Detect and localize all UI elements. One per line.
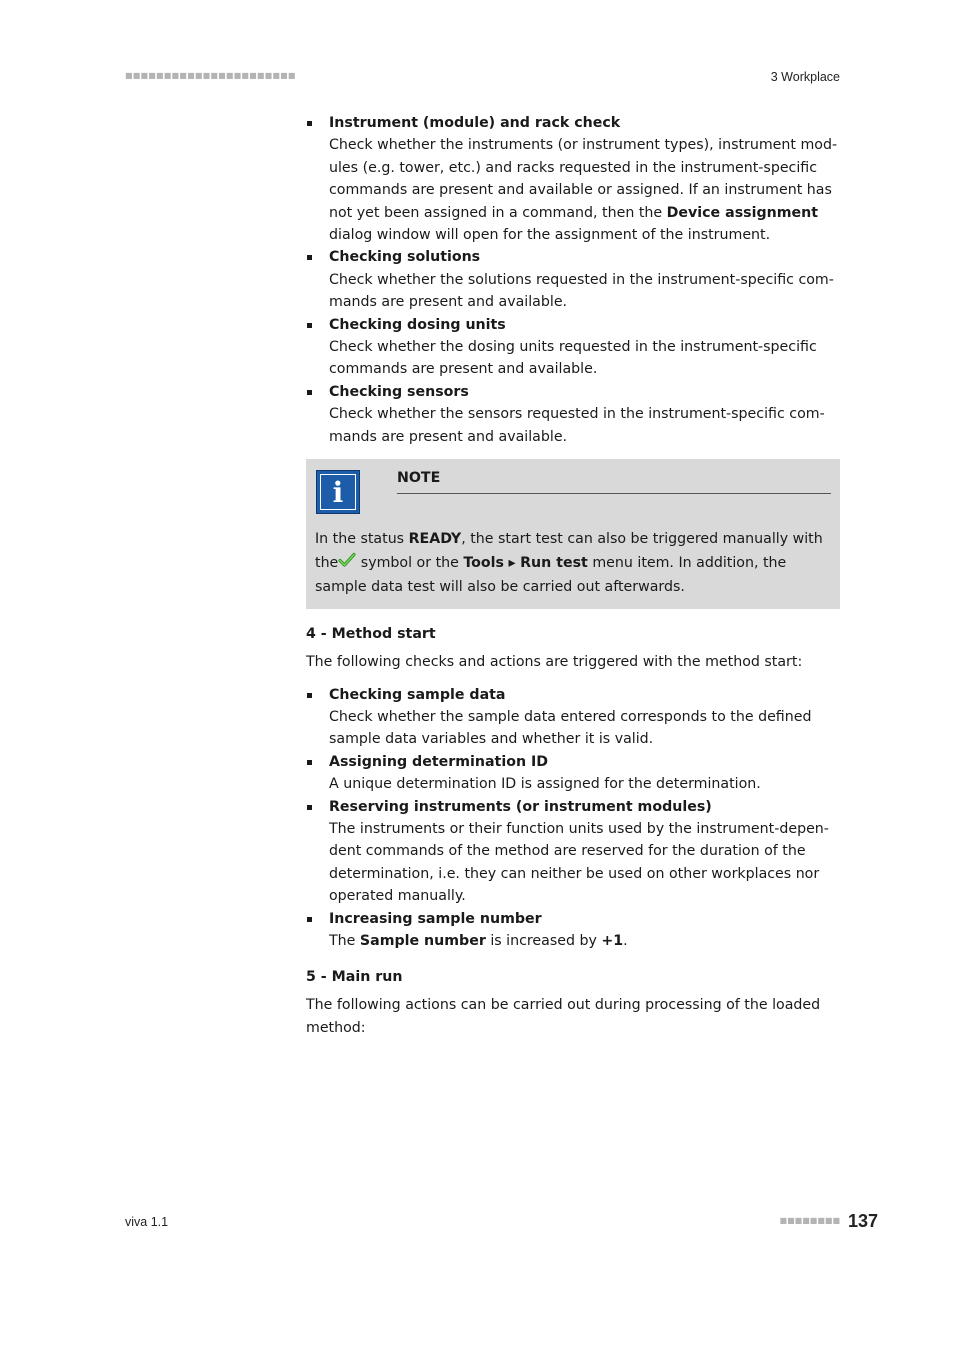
run-test-term: Run test [520, 555, 588, 572]
header-decoration: ■■■■■■■■■■■■■■■■■■■■■■ [125, 71, 296, 80]
info-icon: i [316, 470, 360, 514]
item-title: Increasing sample number [329, 910, 542, 927]
tools-menu-term: Tools [463, 555, 504, 572]
item-title: Reserving instruments (or instrument modules) [329, 798, 712, 815]
sample-number-term: Sample number [359, 932, 486, 949]
list-item [306, 246, 840, 313]
menu-arrow-icon: ▸ [503, 555, 521, 572]
list-item [306, 908, 840, 953]
item-text: Check whether the sample data entered corresponds to the defined sample data variables and whether it is valid. [329, 708, 812, 748]
method-start-list [306, 684, 840, 953]
status-ready-term: READY [408, 531, 462, 548]
section-intro: The following checks and actions are triggered with the method start: [306, 654, 803, 671]
item-title: Instrument (module) and rack check [329, 115, 621, 131]
item-text: The instruments or their function units used by the instrument-depen-dent commands of the method are reserved for the duration of the determination, i.e. they can neither be used on other workplaces nor operated manually. [329, 820, 829, 905]
item-text: Check whether the solutions requested in the instrument-specific com-mands are present and available. [329, 271, 834, 311]
list-item [306, 751, 840, 796]
footer-decoration: ■■■■■■■■ [779, 1216, 840, 1225]
chapter-title: 3 Workplace [770, 70, 840, 84]
item-text: Check whether the instruments (or instrument types), instrument mod-ules (e.g. tower, etc.) and racks requested in the instrument-specific commands are present and available or assigned. If an instrument has not yet been assigned in a command, then the Device assignment dialog window will open for the assignment of the instrument. [329, 137, 838, 244]
product-version: viva 1.1 [125, 1215, 169, 1229]
item-text: The Sample number is increased by +1. [329, 932, 628, 949]
item-text: Check whether the sensors requested in the instrument-specific com-mands are present and available. [329, 406, 825, 445]
increment-value: +1 [601, 932, 624, 949]
note-header [315, 469, 831, 527]
check-list [306, 112, 840, 448]
item-text: Check whether the dosing units requested in the instrument-specific commands are present and available. [329, 339, 817, 378]
page-number: 137 [847, 1211, 878, 1231]
section-heading: 4 - Method start [306, 626, 436, 643]
green-check-icon [338, 551, 356, 569]
list-item [306, 796, 840, 908]
page-content [306, 112, 840, 1039]
device-assignment-term: Device assignment [666, 204, 818, 221]
section-intro: The following actions can be carried out during processing of the loaded method: [306, 997, 821, 1036]
note-box [306, 459, 840, 609]
section-heading: 5 - Main run [306, 969, 403, 986]
note-title: NOTE [397, 467, 831, 493]
item-text: A unique determination ID is assigned for the determination. [329, 776, 761, 793]
item-title: Assigning determination ID [329, 753, 549, 770]
list-item [306, 112, 840, 246]
item-title: Checking solutions [329, 249, 481, 266]
list-item [306, 314, 840, 381]
item-title: Checking dosing units [329, 316, 506, 333]
item-title: Checking sensors [329, 383, 469, 400]
list-item [306, 381, 840, 448]
note-text: In the status READY, the start test can also be triggered manually with the symbol or the Tools ▸ Run test menu item. In addition, the sample data test will also be carried out afterwards. [315, 531, 823, 596]
item-title: Checking sample data [329, 686, 506, 703]
list-item [306, 684, 840, 751]
